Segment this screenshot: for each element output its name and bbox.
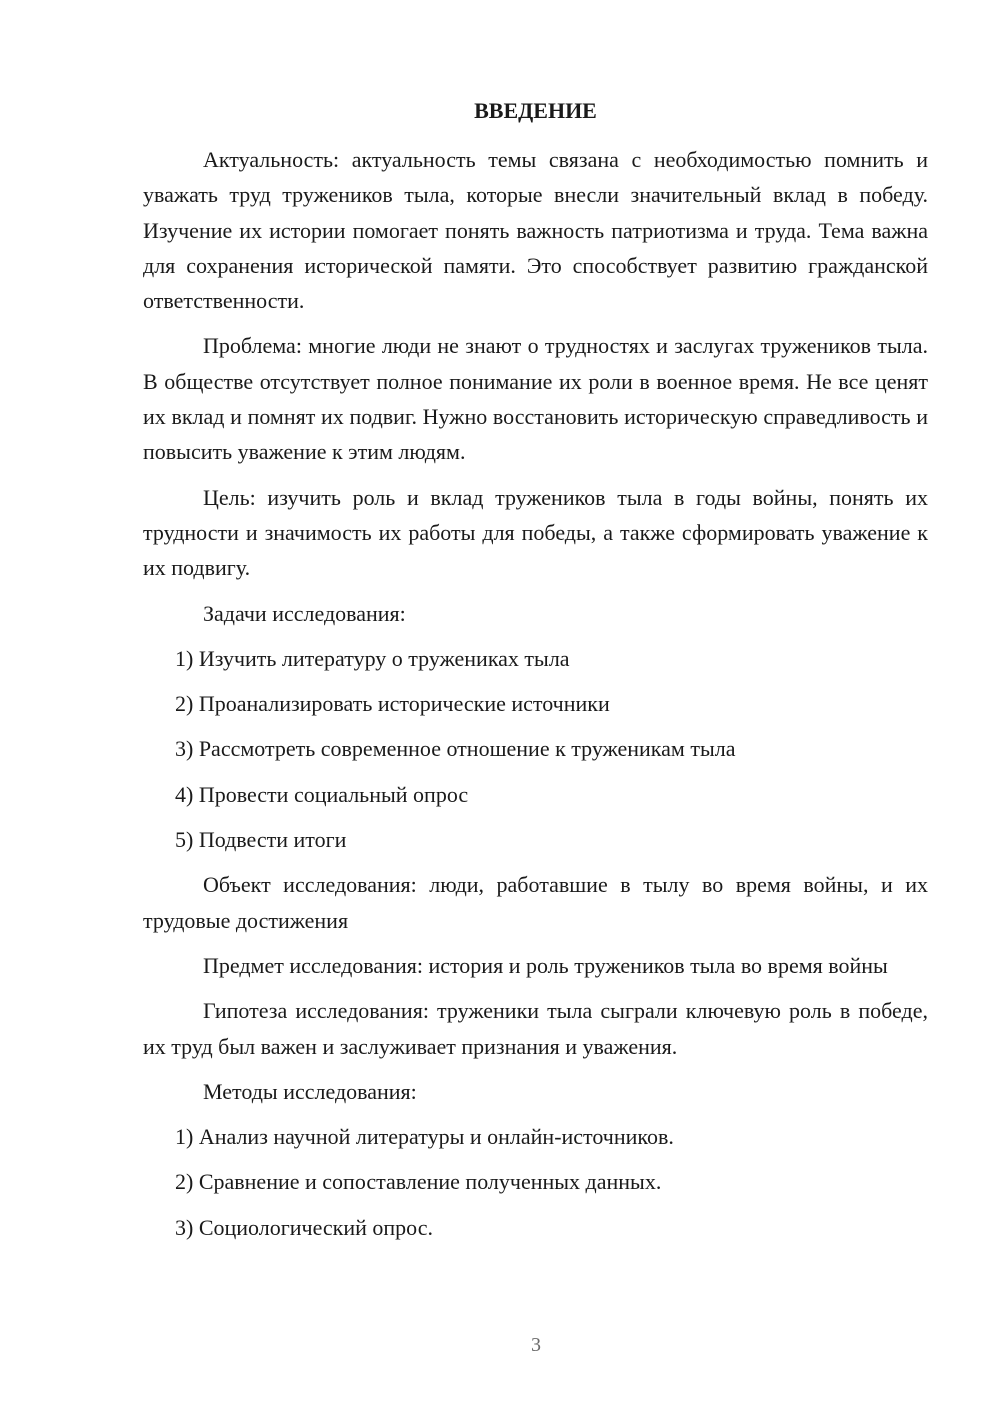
relevance-paragraph: Актуальность: актуальность темы связана с необходимостью помнить и уважать труд тружеников тыла, которые внесли значительный вклад в победу. Изучение их истории помогает понять важность патриотизма и труда. Тема важна для сохранения исторической памяти. Это способствует развитию гражданской ответственности. (143, 147, 928, 314)
list-item: 2) Сравнение и сопоставление полученных данных. (175, 1169, 662, 1195)
list-item: 1) Изучить литературу о тружениках тыла (175, 645, 570, 671)
tasks-heading: Задачи исследования: (203, 600, 406, 626)
methods-heading: Методы исследования: (203, 1078, 417, 1104)
list-item: 3) Рассмотреть современное отношение к труженикам тыла (175, 736, 736, 762)
list-item: 2) Проанализировать исторические источники (175, 691, 610, 717)
page-content (143, 96, 928, 1255)
list-item: 5) Подвести итоги (175, 827, 347, 853)
goal-paragraph: Цель: изучить роль и вклад тружеников тыла в годы войны, понять их трудности и значимость их работы для победы, а также сформировать уважение к их подвигу. (143, 484, 928, 581)
hypothesis-paragraph: Гипотеза исследования: труженики тыла сыграли ключевую роль в победе, их труд был важен и заслуживает признания и уважения. (143, 998, 928, 1059)
subject-paragraph: Предмет исследования: история и роль тружеников тыла во время войны (203, 952, 888, 978)
tasks-list (143, 641, 928, 857)
list-item: 1) Анализ научной литературы и онлайн-источников. (175, 1124, 674, 1150)
object-paragraph: Объект исследования: люди, работавшие в тылу во время войны, и их трудовые достижения (143, 872, 928, 933)
problem-paragraph: Проблема: многие люди не знают о трудностях и заслугах тружеников тыла. В обществе отсутствует полное понимание их роли в военное время. Не все ценят их вклад и помнят их подвиг. Нужно восстановить историческую справедливость и повысить уважение к этим людям. (143, 333, 928, 465)
page-number: 3 (531, 1334, 541, 1356)
methods-list (143, 1119, 928, 1245)
list-item: 3) Социологический опрос. (175, 1214, 433, 1240)
list-item: 4) Провести социальный опрос (175, 781, 469, 807)
section-title: ВВЕДЕНИЕ (474, 98, 597, 123)
